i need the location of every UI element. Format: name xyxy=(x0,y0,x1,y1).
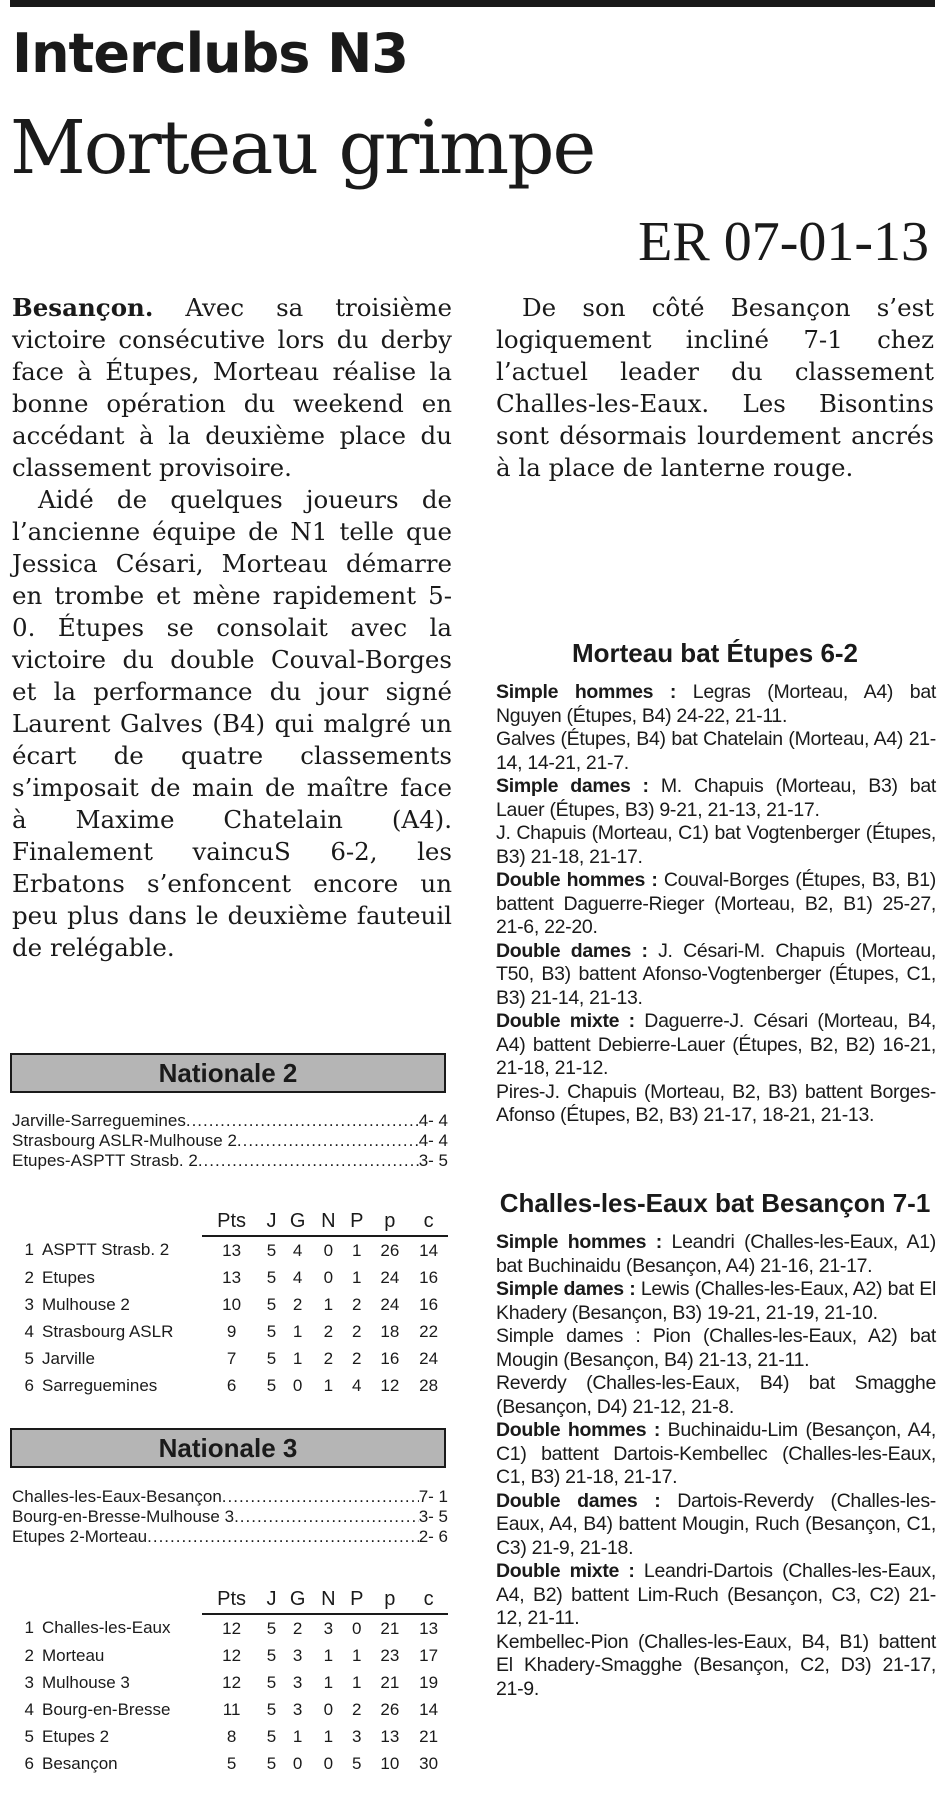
match-text: Leandri-Dartois (Challes-les-Eaux, A4, B2) battent Lim-Ruch (Besançon, C3, C2) 21-12, 21-11. xyxy=(496,1560,936,1629)
stat-cell: 1 xyxy=(352,1645,362,1665)
stat-cell: 13 xyxy=(380,1726,400,1746)
match-text: Lewis (Challes-les-Eaux, A2) bat El Khadery (Besançon, B3) 19-21, 21-19, 21-10. xyxy=(496,1278,936,1324)
col-header: P xyxy=(343,1210,370,1236)
result-score: 3- 5 xyxy=(418,1151,448,1170)
match-line xyxy=(496,1278,936,1325)
nationale2-header: Nationale 2 xyxy=(10,1053,446,1093)
match-line xyxy=(496,1490,936,1561)
stat-cell: 5 xyxy=(266,1699,277,1719)
stat-cell: 19 xyxy=(419,1672,439,1692)
stat-cell: 2 xyxy=(292,1618,303,1638)
match-line xyxy=(496,775,936,822)
stat-cell: 10 xyxy=(222,1294,242,1314)
match-line xyxy=(496,869,936,940)
stat-cell: 7 xyxy=(226,1348,237,1368)
match2-details xyxy=(496,1231,936,1701)
match-line xyxy=(496,1010,936,1081)
standings-row xyxy=(12,1264,448,1291)
team-name: Etupes xyxy=(42,1267,95,1287)
stat-cell: 4 xyxy=(352,1375,362,1395)
article-column-2 xyxy=(496,292,934,484)
stat-cell: 24 xyxy=(380,1294,400,1314)
stat-cell: 0 xyxy=(323,1699,334,1719)
stat-cell: 5 xyxy=(266,1267,277,1287)
event-label: Double hommes : xyxy=(496,869,658,891)
result-match: Challes-les-Eaux-Besançon xyxy=(12,1487,222,1506)
stat-cell: 3 xyxy=(352,1726,362,1746)
team-name: Challes-les-Eaux xyxy=(42,1618,171,1637)
article-paragraph-1 xyxy=(12,292,452,484)
stat-cell: 2 xyxy=(352,1348,362,1368)
stat-cell: 18 xyxy=(380,1321,400,1341)
team-cell xyxy=(12,1614,202,1642)
top-rule xyxy=(10,0,935,7)
stat-cell: 5 xyxy=(266,1645,277,1665)
event-label: Double mixte : xyxy=(496,1010,635,1032)
article-p1-text: Avec sa troisième victoire consécutive lors du derby face à Étupes, Morteau réalise la bonne opération du weekend en accédant à la deuxième place du classement provisoire. xyxy=(12,293,452,482)
rank: 3 xyxy=(24,1294,34,1314)
col-header: Pts xyxy=(202,1210,261,1236)
match-line xyxy=(496,822,936,869)
event-label: Double hommes : xyxy=(496,1419,661,1441)
stat-cell: 5 xyxy=(266,1753,277,1773)
team-cell xyxy=(12,1345,202,1372)
nationale2-standings xyxy=(12,1210,448,1399)
match1-details xyxy=(496,681,936,1128)
stat-cell: 1 xyxy=(323,1294,334,1314)
match-text: Couval-Borges (Étupes, B3, B1) battent Daguerre-Rieger (Morteau, B2, B1) 25-27, 21-6, 22-20. xyxy=(496,869,936,938)
team-cell xyxy=(12,1669,202,1696)
standings-row xyxy=(12,1669,448,1696)
stat-cell: 0 xyxy=(323,1267,334,1287)
stat-cell: 17 xyxy=(419,1645,439,1665)
article-paragraph-3: De son côté Besançon s’est logiquement incliné 7-1 chez l’actuel leader du classement Challes-les-Eaux. Les Bisontins sont désormais lourdement ancrés à la place de lanterne rouge. xyxy=(496,293,934,482)
result-row xyxy=(12,1487,448,1507)
stat-cell: 21 xyxy=(380,1618,400,1638)
match-line xyxy=(496,728,936,775)
date-stamp: ER 07-01-13 xyxy=(638,211,929,273)
stat-cell: 0 xyxy=(323,1753,334,1773)
col-header: p xyxy=(370,1588,409,1614)
match-text: Legras (Morteau, A4) bat Nguyen (Étupes, B4) 24-22, 21-11. xyxy=(496,681,936,727)
result-row xyxy=(12,1151,448,1171)
stat-cell: 2 xyxy=(323,1321,334,1341)
standings-row xyxy=(12,1372,448,1399)
event-label: Simple dames : xyxy=(496,775,649,797)
match-text: J. Césari-M. Chapuis (Morteau, T50, B3) battent Afonso-Vogtenberger (Étupes, C1, B3) 21-14, 21-13. xyxy=(496,939,936,1009)
stat-cell: 3 xyxy=(292,1672,303,1692)
rank: 5 xyxy=(24,1726,34,1746)
stat-cell: 14 xyxy=(419,1699,439,1719)
stat-cell: 23 xyxy=(380,1645,400,1665)
standings-row xyxy=(12,1642,448,1669)
team-cell xyxy=(12,1318,202,1345)
result-score: 4- 4 xyxy=(418,1131,448,1150)
nationale3-standings xyxy=(12,1588,448,1777)
match-line xyxy=(496,1631,936,1702)
stat-cell: 1 xyxy=(352,1267,362,1287)
stat-cell: 12 xyxy=(380,1375,400,1395)
result-score: 4- 4 xyxy=(418,1111,448,1130)
standings-row xyxy=(12,1750,448,1777)
event-label: Simple hommes : xyxy=(496,1231,662,1253)
team-name: Mulhouse 2 xyxy=(42,1294,130,1314)
nationale2-results xyxy=(12,1111,448,1171)
match-text: Pires-J. Chapuis (Morteau, B2, B3) battent Borges-Afonso (Étupes, B2, B3) 21-17, 18-21, 21-13. xyxy=(496,1080,936,1126)
stat-cell: 1 xyxy=(292,1348,303,1368)
team-name: Morteau xyxy=(42,1645,105,1665)
rank: 5 xyxy=(24,1348,34,1368)
stat-cell: 5 xyxy=(226,1753,237,1773)
stat-cell: 2 xyxy=(352,1294,362,1314)
event-label: Simple hommes : xyxy=(496,681,677,703)
result-row xyxy=(12,1131,448,1151)
result-match: Etupes-ASPTT Strasb. 2 xyxy=(12,1151,198,1170)
stat-cell: 1 xyxy=(352,1672,362,1692)
stat-cell: 5 xyxy=(266,1726,277,1746)
match-text: M. Chapuis (Morteau, B3) bat Lauer (Étupes, B3) 9-21, 21-13, 21-17. xyxy=(496,775,936,821)
event-label: Double dames : xyxy=(496,939,648,962)
standings-row xyxy=(12,1345,448,1372)
team-cell xyxy=(12,1642,202,1669)
stat-cell: 26 xyxy=(380,1699,400,1719)
result-match: Etupes 2-Morteau xyxy=(12,1527,148,1546)
match-line xyxy=(496,681,936,728)
rank: 2 xyxy=(24,1267,34,1287)
team-name: Mulhouse 3 xyxy=(42,1672,130,1692)
stat-cell: 16 xyxy=(419,1294,439,1314)
col-header: N xyxy=(314,1210,344,1236)
match-line xyxy=(496,1325,936,1372)
col-header: J xyxy=(261,1210,281,1236)
stat-cell: 5 xyxy=(266,1375,277,1395)
col-header: G xyxy=(282,1210,314,1236)
stat-cell: 24 xyxy=(380,1267,400,1287)
match-text: Simple dames : Pion (Challes-les-Eaux, A2) bat Mougin (Besançon, B4) 21-13, 21-11. xyxy=(496,1325,936,1371)
stat-cell: 2 xyxy=(352,1699,362,1719)
stat-cell: 4 xyxy=(292,1267,303,1287)
stat-cell: 5 xyxy=(266,1294,277,1314)
event-label: Double dames : xyxy=(496,1489,661,1512)
result-score: 3- 5 xyxy=(418,1507,448,1526)
stat-cell: 28 xyxy=(419,1375,439,1395)
stat-cell: 1 xyxy=(352,1240,362,1260)
team-name: Jarville xyxy=(42,1348,95,1368)
stat-cell: 10 xyxy=(380,1753,400,1773)
stat-cell: 0 xyxy=(292,1375,303,1395)
team-cell xyxy=(12,1264,202,1291)
stat-cell: 1 xyxy=(323,1375,334,1395)
stat-cell: 4 xyxy=(292,1240,303,1260)
team-cell xyxy=(12,1750,202,1777)
match-text: Buchinaidu-Lim (Besançon, A4, C1) battent Dartois-Kembellec (Challes-les-Eaux, C1, B3) 21-18, 21-17. xyxy=(496,1419,936,1488)
result-score: 2- 6 xyxy=(418,1527,448,1546)
match1-title: Morteau bat Étupes 6-2 xyxy=(571,638,859,668)
stat-cell: 21 xyxy=(419,1726,439,1746)
rank: 1 xyxy=(24,1618,34,1637)
rank: 3 xyxy=(24,1672,34,1692)
team-cell xyxy=(12,1236,202,1264)
team-cell xyxy=(12,1696,202,1723)
result-row xyxy=(12,1111,448,1131)
stat-cell: 13 xyxy=(222,1240,242,1260)
stat-cell: 1 xyxy=(323,1672,334,1692)
col-header: N xyxy=(314,1588,344,1614)
stat-cell: 3 xyxy=(323,1618,334,1638)
rank: 6 xyxy=(24,1375,34,1395)
col-header: G xyxy=(282,1588,314,1614)
result-match: Jarville-Sarreguemines xyxy=(12,1111,186,1130)
event-label: Double mixte : xyxy=(496,1560,635,1582)
col-header: c xyxy=(409,1210,448,1236)
stat-cell: 5 xyxy=(352,1753,362,1773)
stat-cell: 1 xyxy=(292,1726,303,1746)
stat-cell: 0 xyxy=(292,1753,303,1773)
stat-cell: 26 xyxy=(380,1240,400,1260)
col-header: J xyxy=(261,1588,281,1614)
team-cell xyxy=(12,1372,202,1399)
match-line xyxy=(496,1081,936,1128)
standings-row xyxy=(12,1723,448,1750)
col-header: c xyxy=(409,1588,448,1614)
stat-cell: 3 xyxy=(292,1645,303,1665)
stat-cell: 30 xyxy=(419,1753,439,1773)
stat-cell: 5 xyxy=(266,1240,277,1260)
stat-cell: 1 xyxy=(292,1321,303,1341)
stat-cell: 16 xyxy=(419,1267,439,1287)
col-header: p xyxy=(370,1210,409,1236)
match-line xyxy=(496,1372,936,1419)
stat-cell: 5 xyxy=(266,1618,277,1638)
dateline: Besançon. xyxy=(12,293,154,322)
match-text: Leandri (Challes-les-Eaux, A1) bat Buchinaidu (Besançon, A4) 21-16, 21-17. xyxy=(496,1231,936,1277)
result-match: Strasbourg ASLR-Mulhouse 2 xyxy=(12,1131,237,1150)
stat-cell: 2 xyxy=(323,1348,334,1368)
match-line xyxy=(496,1231,936,1278)
stat-cell: 24 xyxy=(419,1348,439,1368)
team-name: Etupes 2 xyxy=(42,1726,110,1746)
result-match: Bourg-en-Bresse-Mulhouse 3 xyxy=(12,1507,235,1526)
section-kicker: Interclubs N3 xyxy=(12,22,408,85)
stat-cell: 16 xyxy=(380,1348,400,1368)
headline: Morteau grimpe xyxy=(10,105,595,191)
match-text: Dartois-Reverdy (Challes-les-Eaux, A4, B4) battent Mougin, Ruch (Besançon, C1, C3) 21-9, 21-18. xyxy=(496,1489,936,1559)
stat-cell: 5 xyxy=(266,1321,277,1341)
rank: 2 xyxy=(24,1645,34,1665)
standings-row xyxy=(12,1236,448,1264)
team-name: Sarreguemines xyxy=(42,1375,158,1395)
stat-cell: 21 xyxy=(380,1672,400,1692)
team-cell xyxy=(12,1291,202,1318)
stat-cell: 11 xyxy=(222,1699,241,1719)
stat-cell: 3 xyxy=(292,1699,303,1719)
rank: 4 xyxy=(24,1699,34,1719)
col-header: Pts xyxy=(202,1588,261,1614)
standings-row xyxy=(12,1291,448,1318)
team-name: Strasbourg ASLR xyxy=(42,1321,174,1341)
stat-cell: 12 xyxy=(222,1618,242,1638)
stat-cell: 1 xyxy=(323,1726,334,1746)
standings-row xyxy=(12,1614,448,1642)
match-text: Reverdy (Challes-les-Eaux, B4) bat Smagghe (Besançon, D4) 21-12, 21-8. xyxy=(496,1372,936,1418)
match-text: Daguerre-J. Césari (Morteau, B4, A4) battent Debierre-Lauer (Étupes, B2, B2) 16-21, 21-18, 21-12. xyxy=(496,1010,936,1079)
rank: 4 xyxy=(24,1321,34,1341)
stat-cell: 0 xyxy=(352,1618,362,1638)
nationale3-header: Nationale 3 xyxy=(10,1428,446,1468)
standings-row xyxy=(12,1318,448,1345)
stat-cell: 9 xyxy=(226,1321,237,1341)
result-score: 7- 1 xyxy=(418,1487,448,1506)
stat-cell: 13 xyxy=(222,1267,242,1287)
stat-cell: 8 xyxy=(226,1726,237,1746)
stat-cell: 12 xyxy=(222,1672,242,1692)
standings-row xyxy=(12,1696,448,1723)
match-text: J. Chapuis (Morteau, C1) bat Vogtenberger (Étupes, B3) 21-18, 21-17. xyxy=(496,822,936,868)
article-column-1 xyxy=(12,292,452,964)
rank: 1 xyxy=(24,1240,34,1259)
col-header: P xyxy=(343,1588,370,1614)
team-name: Bourg-en-Bresse xyxy=(42,1699,171,1719)
result-row xyxy=(12,1527,448,1547)
match-line xyxy=(496,1419,936,1490)
match2-title: Challes-les-Eaux bat Besançon 7-1 xyxy=(499,1188,931,1218)
team-name: ASPTT Strasb. 2 xyxy=(42,1240,170,1259)
team-cell xyxy=(12,1723,202,1750)
stat-cell: 5 xyxy=(266,1348,277,1368)
result-row xyxy=(12,1507,448,1527)
match-line xyxy=(496,940,936,1011)
team-name: Besançon xyxy=(42,1753,118,1773)
match-text: Galves (Étupes, B4) bat Chatelain (Morteau, A4) 21-14, 14-21, 21-7. xyxy=(496,728,936,774)
stat-cell: 1 xyxy=(323,1645,334,1665)
stat-cell: 12 xyxy=(222,1645,242,1665)
event-label: Simple dames : xyxy=(496,1278,636,1300)
rank: 6 xyxy=(24,1753,34,1773)
stat-cell: 2 xyxy=(292,1294,303,1314)
nationale3-results xyxy=(12,1487,448,1547)
stat-cell: 22 xyxy=(419,1321,439,1341)
match-text: Kembellec-Pion (Challes-les-Eaux, B4, B1) battent El Khadery-Smagghe (Besançon, C2, D3) 21-17, 21-9. xyxy=(496,1630,936,1700)
stat-cell: 6 xyxy=(226,1375,237,1395)
stat-cell: 5 xyxy=(266,1672,277,1692)
stat-cell: 0 xyxy=(323,1240,334,1260)
match-line xyxy=(496,1560,936,1631)
stat-cell: 13 xyxy=(419,1618,439,1638)
stat-cell: 14 xyxy=(419,1240,439,1260)
article-paragraph-2: Aidé de quelques joueurs de l’ancienne équipe de N1 telle que Jessica Césari, Morteau démarre en trombe et mène rapidement 5-0. Étupes se consolait avec la victoire du double Couval-Borges et la performance du jour signé Laurent Galves (B4) qui malgré un écart de quatre classements s’imposait de main de maître face à Maxime Chatelain (A4). Finalement vaincuS 6-2, les Erbatons s’enfoncent encore un peu plus dans le deuxième fauteuil de relégable. xyxy=(12,485,452,962)
stat-cell: 2 xyxy=(352,1321,362,1341)
